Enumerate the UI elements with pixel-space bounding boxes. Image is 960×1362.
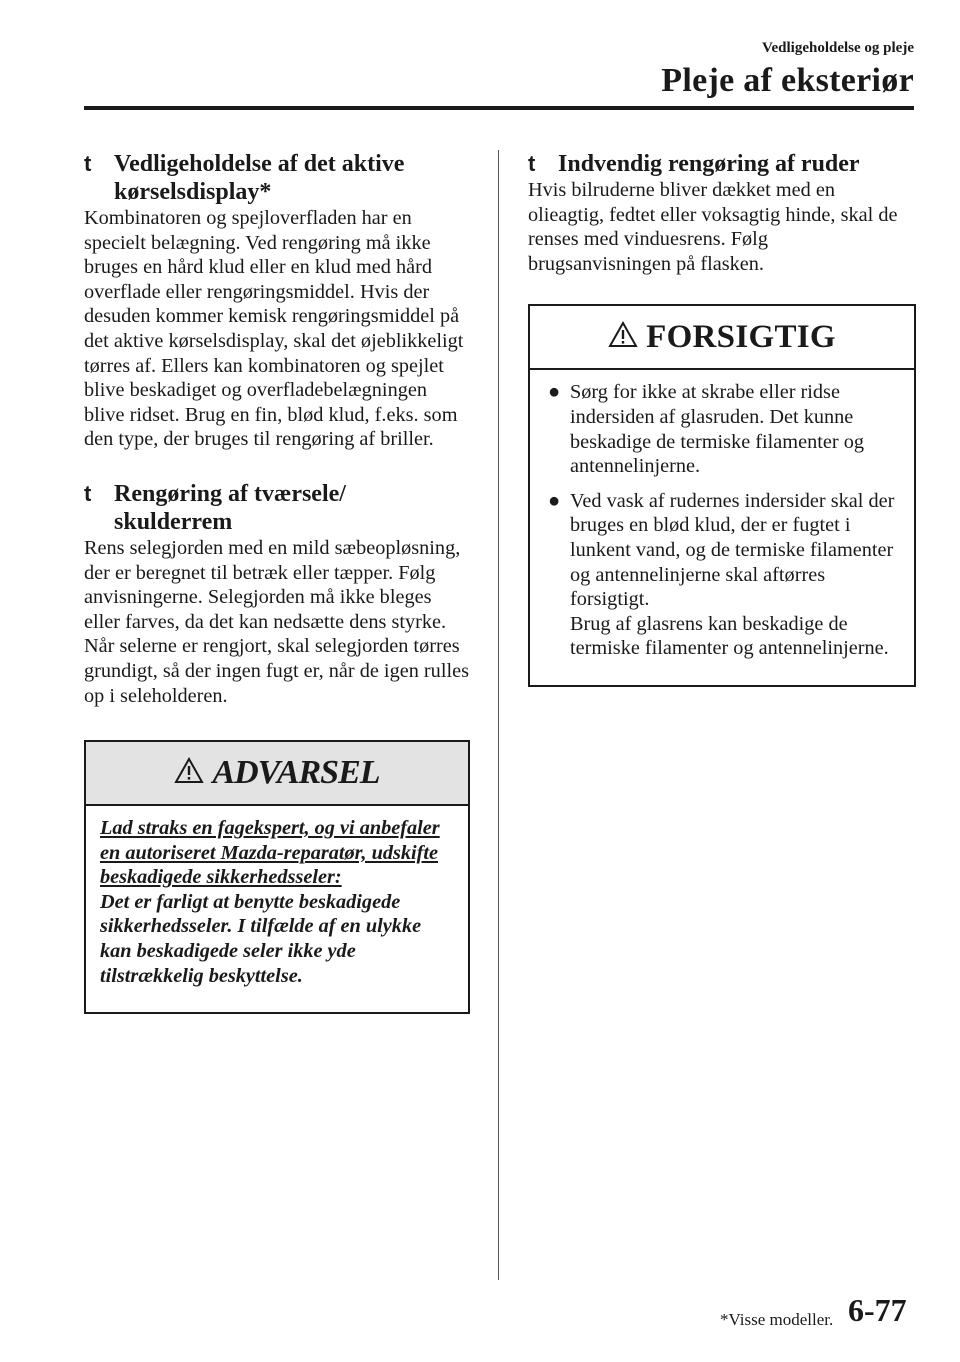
caution-bullet-item bbox=[544, 489, 900, 661]
windows-body-text: Hvis bilruderne bliver dækket med en olieagtig, fedtet eller voksagtig hinde, skal de renses med vinduesrens. Følg brugsanvisningen på flasken. bbox=[528, 179, 898, 275]
caution-label: FORSIGTIG bbox=[646, 318, 836, 355]
warning-header bbox=[86, 742, 468, 806]
caution-body bbox=[530, 370, 914, 685]
bullet-icon: ● bbox=[548, 489, 561, 512]
section-heading-text: Indvendig rengøring af ruder bbox=[558, 151, 860, 177]
warning-label: ADVARSEL bbox=[212, 754, 380, 792]
header-rule bbox=[84, 106, 914, 110]
caution-box bbox=[528, 304, 916, 687]
section-heading-seatbelt bbox=[84, 480, 470, 536]
warning-text bbox=[100, 816, 454, 988]
running-header-section: Vedligeholdelse og pleje bbox=[762, 40, 914, 56]
footnote: *Visse modeller. bbox=[720, 1310, 834, 1329]
column-divider bbox=[498, 150, 499, 1280]
caution-extra-text: Brug af glasrens kan beskadige de termiske filamenter og antennelinjerne. bbox=[570, 612, 889, 660]
caution-bullet-text: Sørg for ikke at skrabe eller ridse indersiden af glasruden. Det kunne beskadige de termiske filamenter og antennelinjerne. bbox=[570, 381, 864, 478]
section-heading-text: Rengøring af tværsele/ skulderrem bbox=[114, 480, 346, 535]
page-title: Pleje af eksteriør bbox=[661, 62, 914, 99]
right-column bbox=[528, 150, 916, 687]
heading-marker-icon: t bbox=[84, 151, 92, 176]
section-heading-text: Vedligeholdelse af det aktive kørselsdisplay* bbox=[114, 151, 405, 205]
page-number: 6-77 bbox=[848, 1292, 907, 1328]
warning-box bbox=[84, 740, 470, 1014]
seatbelt-body-text-1: Rens selegjorden med en mild sæbeopløsning, der er beregnet til betræk eller tæpper. Følg anvisningerne. Selegjorden må ikke bleges eller farves, da det kan nedsætte dens styrke. bbox=[84, 536, 461, 633]
warning-detail-text: Det er farligt at benytte beskadigede sikkerhedsseler. I tilfælde af en ulykke kan beskadigede seler ikke yde tilstrækkelig beskyttelse. bbox=[100, 890, 422, 987]
left-column bbox=[84, 150, 470, 1014]
warning-underlined-text: Lad straks en fagekspert, og vi anbefaler en autoriseret Mazda-reparatør, udskifte beskadigede sikkerhedsseler: bbox=[100, 817, 440, 889]
section-heading-hud bbox=[84, 150, 470, 206]
hud-body-text: Kombinatoren og spejloverfladen har en specielt belægning. Ved rengøring må ikke bruges en hård klud eller en klud med hård overflade eller rengøringsmiddel. Hvis der desuden kommer kemisk rengøringsmiddel på det aktive kørselsdisplay, skal det øjeblikkeligt tørres af. Ellers kan kombinatoren og spejlet blive beskadiget og overfladebelægningen blive ridset. Brug en fin, blød klud, f.eks. som den type, der bruges til rengøring af briller. bbox=[84, 207, 464, 451]
bullet-icon: ● bbox=[548, 381, 561, 404]
caution-bullet-item bbox=[544, 380, 900, 478]
caution-bullet-text: Ved vask af rudernes indersider skal der bruges en blød klud, der er fugtet i lunkent vand, og de termiske filamenter og antennelinjerne skal aftørres forsigtigt. bbox=[570, 489, 895, 611]
warning-body bbox=[86, 806, 468, 1012]
seatbelt-body-text-2: Når selerne er rengjort, skal selegjorden tørres grundigt, så der ingen fugt er, når de igen rulles op i seleholderen. bbox=[84, 635, 469, 707]
caution-header bbox=[530, 306, 914, 370]
warning-triangle-icon bbox=[174, 757, 204, 789]
section-heading-windows bbox=[528, 150, 916, 178]
heading-marker-icon: t bbox=[84, 480, 92, 506]
heading-marker-icon: t bbox=[528, 151, 536, 176]
caution-triangle-icon bbox=[608, 321, 638, 353]
